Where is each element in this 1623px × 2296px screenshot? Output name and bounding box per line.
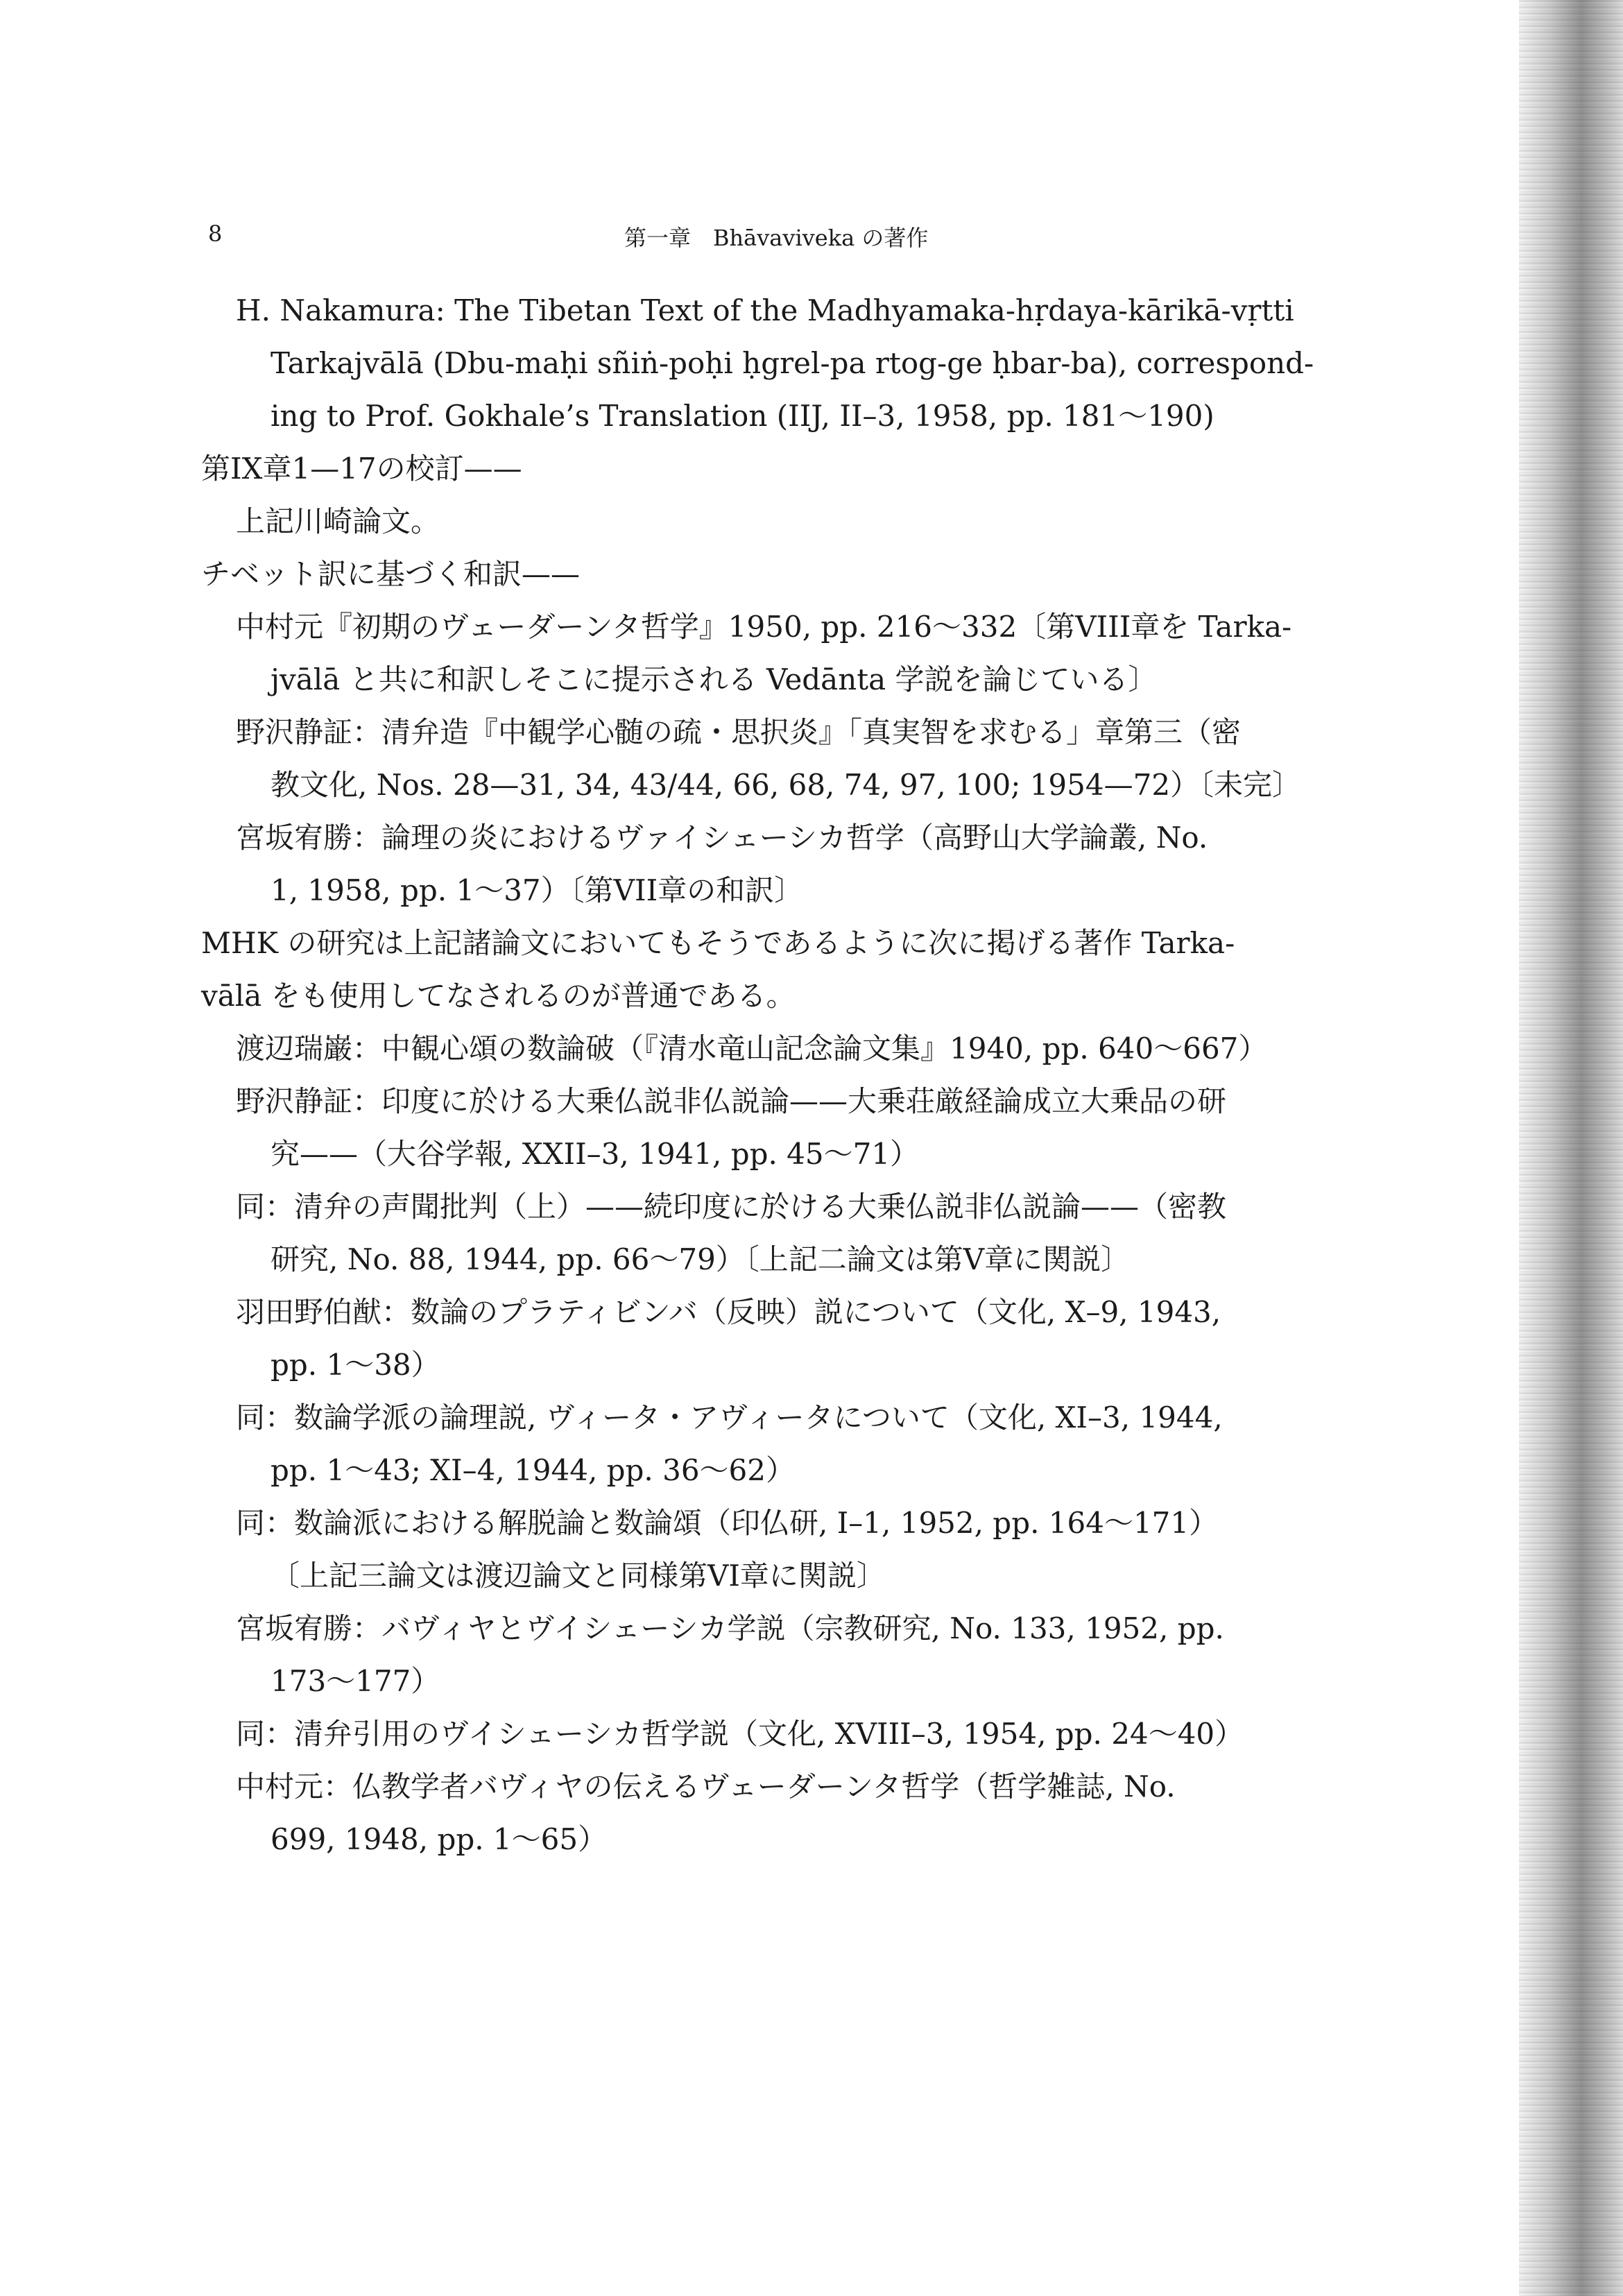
line-text: pp. 1～38） xyxy=(270,1348,440,1382)
line-text: 〔上記三論文は渡辺論文と同様第VI章に関説〕 xyxy=(270,1559,886,1593)
line-text: 羽田野伯猷：数論のプラティビンバ（反映）説について（文化, X–9, 1943, xyxy=(236,1295,1221,1329)
section-heading xyxy=(201,443,1408,495)
line-text: 第IX章1—17の校訂—— xyxy=(201,452,522,486)
text-line xyxy=(201,1339,1408,1391)
text-line xyxy=(201,1286,1408,1339)
line-text: pp. 1～43; XI–4, 1944, pp. 36～62） xyxy=(270,1453,796,1487)
scan-binding-edge xyxy=(1519,0,1623,2296)
line-text: 教文化, Nos. 28—31, 34, 43/44, 66, 68, 74, 97, 100; 1954—72）〔未完〕 xyxy=(270,768,1302,802)
line-text: 上記川崎論文。 xyxy=(236,504,440,538)
text-line xyxy=(201,284,1408,337)
text-line xyxy=(201,1497,1408,1550)
line-text: jvālā と共に和訳しそこに提示される Vedānta 学説を論じている〕 xyxy=(270,662,1158,696)
line-text: チベット訳に基づく和訳—— xyxy=(201,557,581,591)
text-line xyxy=(201,1128,1408,1181)
text-line xyxy=(201,1602,1408,1655)
text-line xyxy=(201,759,1408,812)
page-number: 8 xyxy=(208,221,223,247)
line-text: 同：清弁の声聞批判（上）——続印度に於ける大乗仏説非仏説論——（密教 xyxy=(236,1190,1227,1224)
text-line xyxy=(201,812,1408,864)
running-head: 第一章 Bhāvaviveka の著作 xyxy=(624,225,929,251)
text-line xyxy=(201,1444,1408,1497)
line-text: 宮坂宥勝：論理の炎におけるヴァイシェーシカ哲学（高野山大学論叢, No. xyxy=(236,821,1208,855)
line-text: 同：数論派における解脱論と数論頌（印仏研, I–1, 1952, pp. 164～171） xyxy=(236,1506,1219,1540)
line-text: 中村元『初期のヴェーダーンタ哲学』1950, pp. 216～332〔第VIII章を Tarka- xyxy=(236,610,1292,644)
line-text: 173～177） xyxy=(270,1664,440,1698)
text-line xyxy=(201,1022,1408,1075)
text-line xyxy=(201,390,1408,443)
bibliography-text xyxy=(201,284,1408,1866)
line-text: 699, 1948, pp. 1～65） xyxy=(270,1822,608,1856)
text-line xyxy=(201,653,1408,706)
line-text: 同：清弁引用のヴイシェーシカ哲学説（文化, XVIII–3, 1954, pp. 24～40） xyxy=(236,1717,1244,1751)
text-line xyxy=(201,601,1408,653)
line-text: 1, 1958, pp. 1～37）〔第VII章の和訳〕 xyxy=(270,873,804,907)
text-line xyxy=(201,1181,1408,1233)
text-line xyxy=(201,1550,1408,1602)
line-text: 研究, No. 88, 1944, pp. 66～79）〔上記二論文は第V章に関説〕 xyxy=(270,1242,1131,1276)
text-line xyxy=(201,864,1408,917)
line-text: vālā をも使用してなされるのが普通である。 xyxy=(201,979,796,1013)
text-line xyxy=(201,1708,1408,1760)
text-line xyxy=(201,337,1408,390)
line-text: 同：数論学派の論理説, ヴィータ・アヴィータについて（文化, XI–3, 1944, xyxy=(236,1400,1223,1434)
line-text: 野沢静証：清弁造『中観学心髄の疏・思択炎』「真実智を求むる」章第三（密 xyxy=(236,715,1242,749)
line-text: 宮坂宥勝：バヴィヤとヴイシェーシカ学説（宗教研究, No. 133, 1952, pp. xyxy=(236,1611,1224,1645)
text-line xyxy=(201,1813,1408,1866)
line-text: H. Nakamura: The Tibetan Text of the Madhyamaka-hṛdaya-kārikā-vṛtti xyxy=(236,293,1294,327)
line-text: Tarkajvālā (Dbu-maḥi sñiṅ-poḥi ḥgrel-pa rtog-ge ḥbar-ba), correspond- xyxy=(270,346,1314,380)
text-line xyxy=(201,1233,1408,1286)
text-line xyxy=(201,1391,1408,1444)
line-text: 究——（大谷学報, XXII–3, 1941, pp. 45～71） xyxy=(270,1137,920,1171)
line-text: MHK の研究は上記諸論文においてもそうであるように次に掲げる著作 Tarka- xyxy=(201,926,1235,960)
paragraph-line xyxy=(201,917,1408,970)
line-text: ing to Prof. Gokhale’s Translation (IIJ, II–3, 1958, pp. 181～190) xyxy=(270,399,1214,433)
page-header xyxy=(208,221,1429,255)
line-text: 渡辺瑞巌：中観心頌の数論破（『清水竜山記念論文集』1940, pp. 640～667） xyxy=(236,1031,1268,1065)
text-line xyxy=(201,1655,1408,1708)
line-text: 野沢静証：印度に於ける大乗仏説非仏説論——大乗荘厳経論成立大乗品の研 xyxy=(236,1084,1227,1118)
text-line xyxy=(201,1075,1408,1128)
text-line xyxy=(201,1760,1408,1813)
text-line xyxy=(201,495,1408,548)
paragraph-line xyxy=(201,970,1408,1022)
section-heading xyxy=(201,548,1408,601)
text-line xyxy=(201,706,1408,759)
line-text: 中村元：仏教学者バヴィヤの伝えるヴェーダーンタ哲学（哲学雑誌, No. xyxy=(236,1770,1176,1804)
